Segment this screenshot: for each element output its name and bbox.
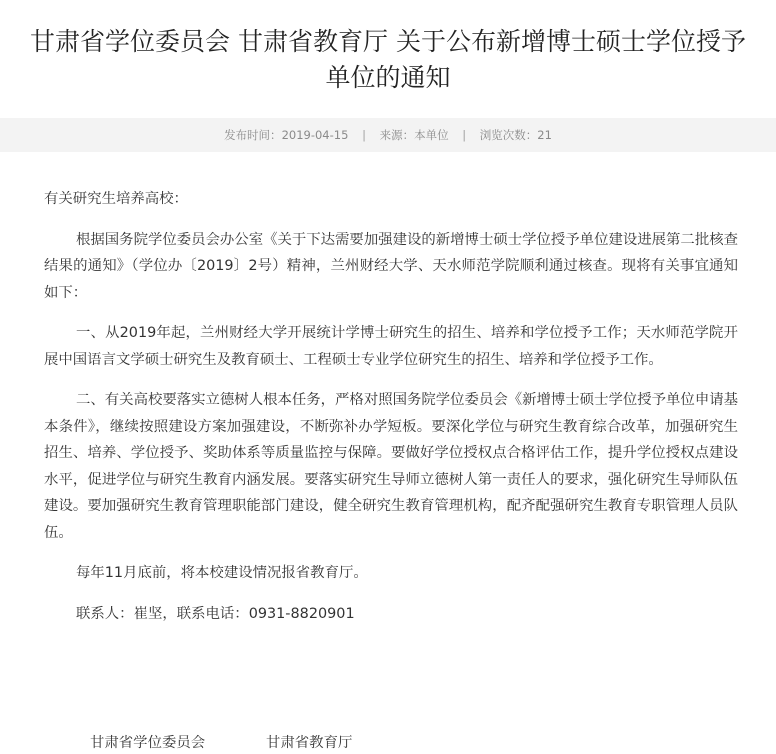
- signature-department: 甘肃省教育厅: [266, 735, 353, 751]
- article-body: [44, 186, 738, 627]
- views-label: 浏览次数：: [479, 128, 538, 142]
- source-label: 来源：: [379, 128, 415, 142]
- article-meta-bar: [0, 118, 776, 152]
- publish-date-label: 发布时间：: [224, 128, 282, 142]
- paragraph-contact: 联系人：崔坚，联系电话：0931-8820901: [76, 605, 355, 622]
- paragraph-item-two: 二、有关高校要落实立德树人根本任务，严格对照国务院学位委员会《新增博士硕士学位授予单位申请基本条件》，继续按照建设方案加强建设，不断弥补办学短板。要深化学位与研究生教育综合改革，加强研究生招生、培养、学位授予、奖助体系等质量监控与保障。要做好学位授权点合格评估工作，提升学位授权点建设水平，促进学位与研究生教育内涵发展。要落实研究生导师立德树人第一责任人的要求，强化研究生导师队伍建设。要加强研究生教育管理职能部门建设，健全研究生教育管理机构，配齐配强研究生教育专职管理人员队伍。: [44, 392, 738, 541]
- article-title: 甘肃省学位委员会 甘肃省教育厅 关于公布新增博士硕士学位授予单位的通知: [30, 27, 746, 92]
- meta-separator: |: [362, 128, 366, 142]
- publish-date: 2019-04-15: [281, 128, 349, 142]
- source-value: 本单位: [414, 128, 449, 142]
- meta-separator: |: [462, 128, 467, 142]
- views-count: 21: [537, 128, 552, 142]
- greeting-line: 有关研究生培养高校：: [44, 191, 188, 207]
- paragraph-item-one: 一、从2019年起，兰州财经大学开展统计学博士研究生的招生、培养和学位授予工作；天水师范学院开展中国语言文学硕士研究生及教育硕士、工程硕士专业学位研究生的招生、培养和学位授予工作。: [44, 325, 738, 368]
- paragraph-intro: 根据国务院学位委员会办公室《关于下达需要加强建设的新增博士硕士学位授予单位建设进展第二批核查结果的通知》（学位办〔2019〕2号）精神，兰州财经大学、天水师范学院顺利通过核查。现将有关事宜通知如下：: [44, 231, 738, 301]
- paragraph-deadline: 每年11月底前，将本校建设情况报省教育厅。: [76, 565, 368, 581]
- signature-committee: 甘肃省学位委员会: [90, 735, 206, 751]
